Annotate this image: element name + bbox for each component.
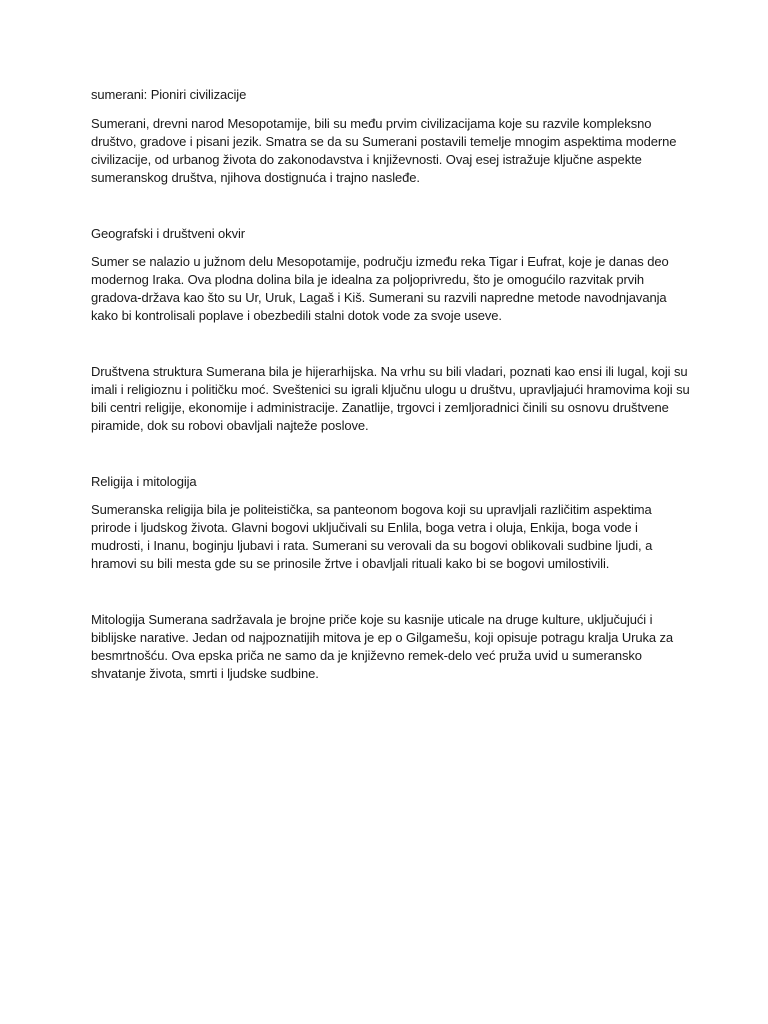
document-title: sumerani: Pioniri civilizacije xyxy=(91,87,247,102)
paragraph-mythology: Mitologija Sumerana sadržavala je brojne priče koje su kasnije uticale na druge kulture, uključujući i biblijske narative. Jedan od najpoznatijih mitova je ep o Gilgamešu, koji opisuje potragu kralja Uruka za besmrtnošću. Ova epska priča ne samo da je književno remek-delo već pruža uvid u sumeransko shvatanje života, smrti i ljudske sudbine. xyxy=(91,612,674,681)
intro-paragraph: Sumerani, drevni narod Mesopotamije, bili su među prvim civilizacijama koje su razvile kompleksno društvo, gradove i pisani jezik. Smatra se da su Sumerani postavili temelje mnogim aspektima moderne civilizacije, od urbanog života do zakonodavstva i književnosti. Ovaj esej istražuje ključne aspekte sumeranskog društva, njihova dostignuća i trajno nasleđe. xyxy=(91,116,677,185)
paragraph-geography: Sumer se nalazio u južnom delu Mesopotamije, području između reka Tigar i Eufrat, koje je danas deo modernog Iraka. Ova plodna dolina bila je idealna za poljoprivredu, što je omogućilo razvitak prvih gradova-država kao što su Ur, Uruk, Lagaš i Kiš. Sumerani su razvili napredne metode navodnjavanja kako bi kontrolisali poplave i obezbedili stalni dotok vode za svoje useve. xyxy=(91,254,669,323)
document-body xyxy=(91,86,691,683)
paragraph-religion: Sumeranska religija bila je politeistička, sa panteonom bogova koji su upravljali različitim aspektima prirode i ljudskog života. Glavni bogovi uključivali su Enlila, boga vetra i oluja, Enkija, boga vode i mudrosti, i Inanu, boginju ljubavi i rata. Sumerani su verovali da su bogovi oblikovali sudbine ljudi, a hramovi su bili mesta gde su se prinosile žrtve i obavljali rituali kako bi se bogovi umilostivili. xyxy=(91,502,653,571)
section-heading-religion: Religija i mitologija xyxy=(91,474,197,489)
paragraph-social-structure: Društvena struktura Sumerana bila je hijerarhijska. Na vrhu su bili vladari, poznati kao ensi ili lugal, koji su imali i religioznu i političku moć. Sveštenici su igrali ključnu ulogu u društvu, upravljajući hramovima koji su bili centri religije, ekonomije i administracije. Zanatlije, trgovci i zemljoradnici činili su osnovu društvene piramide, dok su robovi obavljali najteže poslove. xyxy=(91,364,690,433)
section-heading-geography: Geografski i društveni okvir xyxy=(91,226,245,241)
